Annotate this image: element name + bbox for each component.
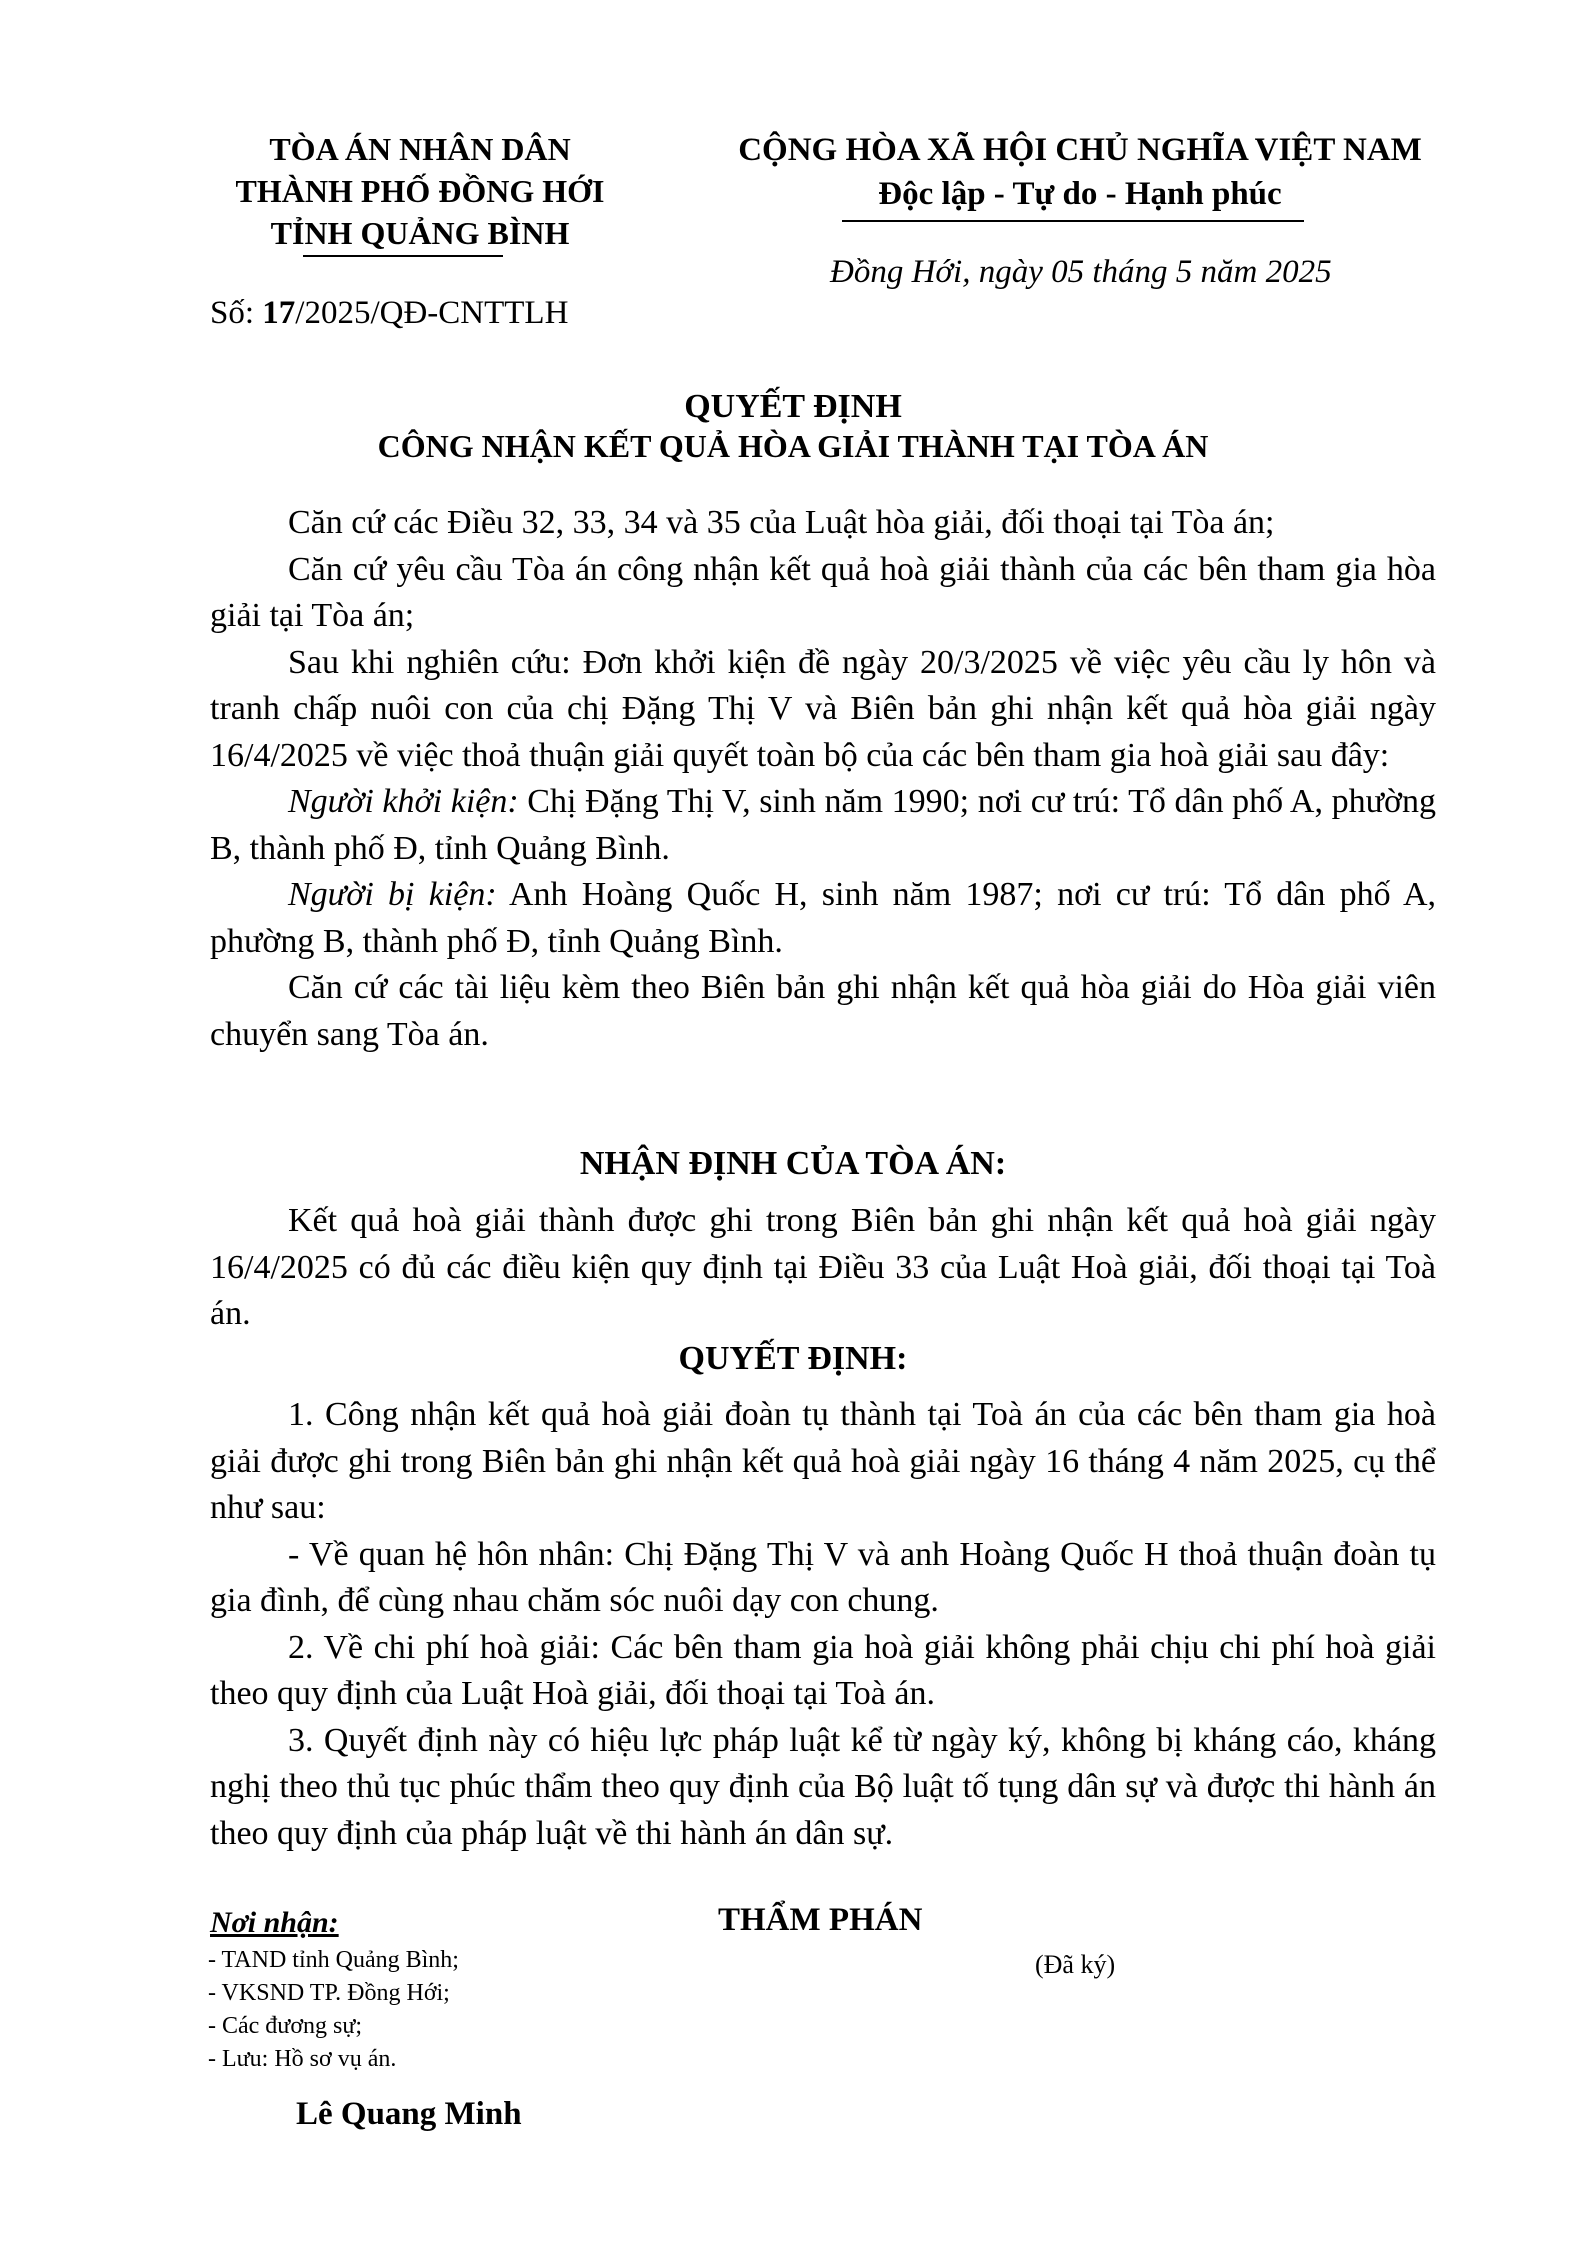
judge-title: THẨM PHÁN bbox=[718, 1902, 923, 1938]
plaintiff-paragraph bbox=[210, 779, 1436, 872]
court-name-underline bbox=[303, 255, 503, 257]
defendant-label: Người bị kiện: bbox=[288, 876, 497, 913]
court-name-line: TỈNH QUẢNG BÌNH bbox=[270, 215, 570, 251]
recipient-item: - TAND tỉnh Quảng Bình; bbox=[208, 1947, 459, 1973]
document-title: QUYẾT ĐỊNH bbox=[684, 388, 902, 425]
decision-item: 1. Công nhận kết quả hoà giải đoàn tụ thành tại Toà án của các bên tham gia hoà giải được ghi trong Biên bản ghi nhận kết quả hoà giải ngày 16 tháng 4 năm 2025, cụ thể như sau: bbox=[210, 1396, 1436, 1526]
decision-section bbox=[210, 1392, 1436, 1857]
signed-note: (Đã ký) bbox=[1035, 1950, 1116, 1979]
findings-title: NHẬN ĐỊNH CỦA TÒA ÁN: bbox=[579, 1145, 1007, 1182]
recipient-item: - Các đương sự; bbox=[208, 2013, 363, 2039]
findings-paragraph: Kết quả hoà giải thành được ghi trong Biên bản ghi nhận kết quả hoà giải ngày 16/4/2025 có đủ các điều kiện quy định tại Điều 33 của Luật Hoà giải, đối thoại tại Toà án. bbox=[210, 1202, 1436, 1332]
court-name-line: TÒA ÁN NHÂN DÂN bbox=[269, 131, 571, 167]
decision-item: 2. Về chi phí hoà giải: Các bên tham gia hoà giải không phải chịu chi phí hoà giải theo quy định của Luật Hoà giải, đối thoại tại Toà án. bbox=[210, 1628, 1436, 1712]
recipient-item: - Lưu: Hồ sơ vụ án. bbox=[208, 2046, 397, 2072]
national-motto-block bbox=[690, 128, 1470, 216]
national-motto: Độc lập - Tự do - Hạnh phúc bbox=[878, 176, 1282, 212]
motto-underline bbox=[842, 220, 1304, 222]
preamble-paragraph: Sau khi nghiên cứu: Đơn khởi kiện đề ngày 20/3/2025 về việc yêu cầu ly hôn và tranh chấp nuôi con của chị Đặng Thị V và Biên bản ghi nhận kết quả hòa giải ngày 16/4/2025 về việc thoả thuận giải quyết toàn bộ của các bên tham gia hoà giải sau đây: bbox=[210, 643, 1436, 774]
decision-subitem: - Về quan hệ hôn nhân: Chị Đặng Thị V và anh Hoàng Quốc H thoả thuận đoàn tụ gia đình, để cùng nhau chăm sóc nuôi dạy con chung. bbox=[210, 1535, 1436, 1619]
defendant-paragraph bbox=[210, 872, 1436, 965]
preamble-paragraph: Căn cứ các Điều 32, 33, 34 và 35 của Luật hòa giải, đối thoại tại Tòa án; bbox=[288, 504, 1275, 541]
document-subtitle: CÔNG NHẬN KẾT QUẢ HÒA GIẢI THÀNH TẠI TÒA ÁN bbox=[377, 428, 1209, 464]
decision-title: QUYẾT ĐỊNH: bbox=[678, 1340, 908, 1377]
document-number-suffix: /2025/QĐ-CNTTLH bbox=[295, 295, 569, 331]
findings-section bbox=[210, 1198, 1436, 1338]
defendant-text: Anh Hoàng Quốc H, sinh năm 1987; nơi cư trú: Tổ dân phố A, phường B, thành phố Đ, tỉnh Quảng Bình. bbox=[210, 876, 1436, 960]
recipients-list bbox=[208, 1944, 459, 2076]
court-name-line: THÀNH PHỐ ĐỒNG HỚI bbox=[235, 173, 605, 209]
document-number-prefix: Số: bbox=[210, 295, 263, 331]
plaintiff-text: Chị Đặng Thị V, sinh năm 1990; nơi cư trú: Tổ dân phố A, phường B, thành phố Đ, tỉnh Quảng Bình. bbox=[210, 783, 1437, 867]
recipient-item: - VKSND TP. Đồng Hới; bbox=[208, 1980, 450, 2006]
document-date: Đồng Hới, ngày 05 tháng 5 năm 2025 bbox=[830, 254, 1332, 290]
preamble-paragraph: Căn cứ yêu cầu Tòa án công nhận kết quả hoà giải thành của các bên tham gia hòa giải tại Tòa án; bbox=[210, 550, 1436, 634]
judge-name: Lê Quang Minh bbox=[296, 2096, 522, 2132]
document-number bbox=[210, 295, 568, 332]
country-name: CỘNG HÒA XÃ HỘI CHỦ NGHĨA VIỆT NAM bbox=[738, 132, 1422, 168]
preamble-section bbox=[210, 500, 1436, 1058]
court-name-block bbox=[180, 128, 660, 254]
recipients-title: Nơi nhận: bbox=[210, 1906, 339, 1939]
plaintiff-label: Người khởi kiện: bbox=[288, 783, 519, 820]
decision-item: 3. Quyết định này có hiệu lực pháp luật kể từ ngày ký, không bị kháng cáo, kháng nghị theo thủ tục phúc thẩm theo quy định của Bộ luật tố tụng dân sự và được thi hành án theo quy định của pháp luật về thi hành án dân sự. bbox=[210, 1721, 1436, 1852]
document-number-value: 17 bbox=[262, 295, 296, 331]
preamble-paragraph: Căn cứ các tài liệu kèm theo Biên bản ghi nhận kết quả hòa giải do Hòa giải viên chuyển sang Tòa án. bbox=[210, 969, 1436, 1053]
